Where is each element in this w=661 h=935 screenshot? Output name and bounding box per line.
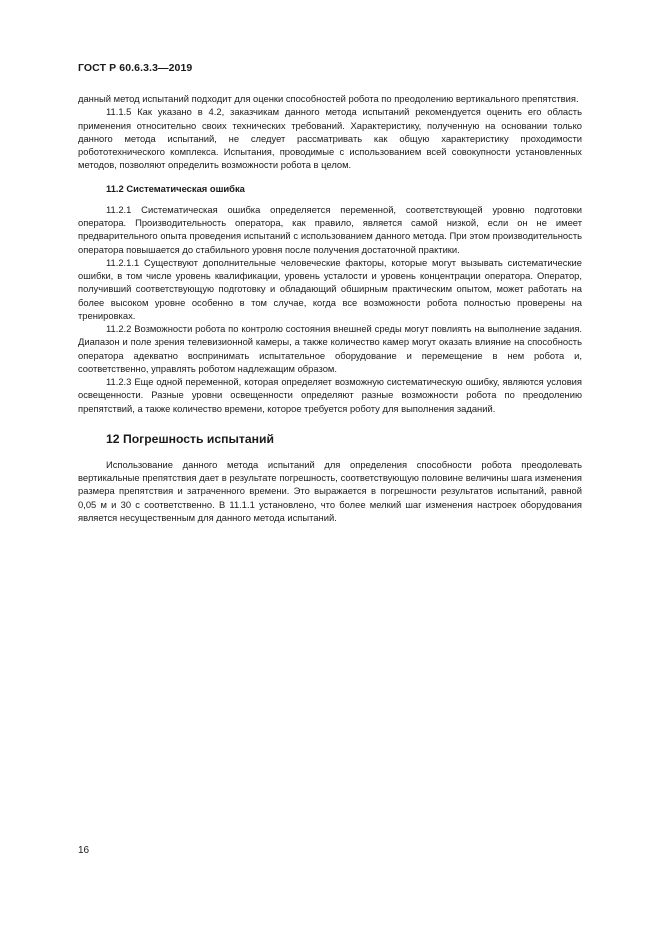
paragraph-continuation: данный метод испытаний подходит для оценки способностей робота по преодолению вертикального препятствия. xyxy=(78,93,579,104)
paragraph-11-2-2: 11.2.2 Возможности робота по контролю состояния внешней среды могут повлиять на выполнение задания. Диапазон и поле зрения телевизионной камеры, а также количество камер могут оказать влияние на способность оператора адекватно воспринимать испытательное оборудование и перемещение в нем робота и, соответственно, управлять роботом надлежащим образом. xyxy=(78,323,582,374)
paragraph-11-2-1-1: 11.2.1.1 Существуют дополнительные человеческие факторы, которые могут вызывать систематические ошибки, в том числе уровень квалификации, уровень усталости и уровень концентрации оператора. Оператор, получивший соответствующую подготовку и обладающий обширным практическим опытом, может работать на более высоком уровне особенно в том случае, когда все возможности робота полностью проверены на тренировках. xyxy=(78,256,582,321)
paragraph-12: Использование данного метода испытаний для определения способности робота преодолевать вертикальные препятствия дает в результате погрешность, соответствующую половине величины шага изменения размера препятствия и затраченного времени. Это выражается в погрешности результатов испытаний, равной 0,05 м и 30 с соответственно. В 11.1.1 установлено, что более мелкий шаг изменения настроек оборудования является несущественным для данного метода испытаний. xyxy=(78,458,582,523)
section-heading-12: 12 Погрешность испытаний xyxy=(106,431,275,446)
paragraph-11-1-5: 11.1.5 Как указано в 4.2, заказчикам данного метода испытаний рекомендуется оценить его область применения относительно своих технических требований. Характеристику, полученную на основании только данного метода испытаний, не следует рассматривать как общую характеристику проходимости робототехнического комплекса. Испытания, проводимые с использованием всей совокупности установленных методов, позволяют определить возможности робота в целом. xyxy=(78,106,582,171)
standard-header: ГОСТ Р 60.6.3.3—2019 xyxy=(78,62,193,74)
page-number: 16 xyxy=(78,845,90,856)
paragraph-11-2-1: 11.2.1 Систематическая ошибка определяется переменной, соответствующей уровню подготовки оператора. Производительность оператора, как правило, является самой низкой, если он не имеет предварительного опыта проведения испытаний с использованием данного метода. При этом производительность оператора повышается до стабильного уровня после получения достаточной практики. xyxy=(78,203,582,255)
document-body xyxy=(78,92,582,524)
paragraph-11-2-3: 11.2.3 Еще одной переменной, которая определяет возможную систематическую ошибку, являются условия освещенности. Разные уровни освещенности определяют разные возможности робота по преодолению препятствий, а также количество времени, которое требуется роботу для выполнения заданий. xyxy=(78,376,582,414)
subsection-heading-11-2: 11.2 Систематическая ошибка xyxy=(106,182,245,194)
